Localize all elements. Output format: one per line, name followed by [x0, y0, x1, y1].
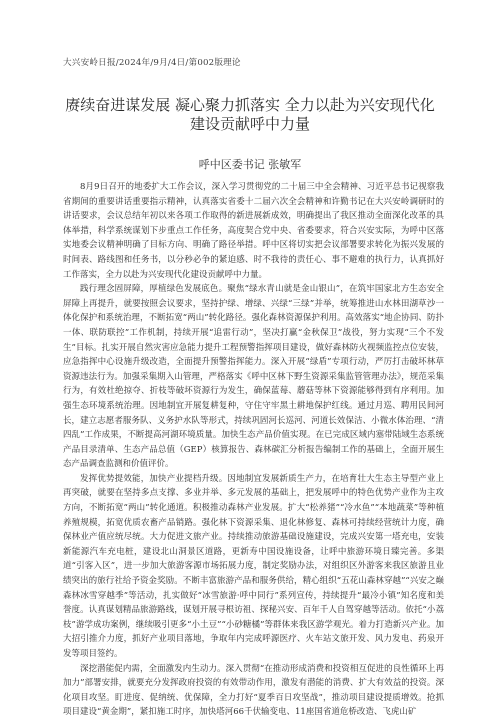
article-title-line-1: 赓续奋进谋发展 凝心聚力抓落实 全力以赴为兴安现代化 [65, 96, 435, 114]
paragraph: 深挖潜能促内需，全面激发内生动力。深入贯彻“在推动形成消费和投资相互促进的良性循环上再加力”部署安排，就要充分发挥政府投资的有效带动作用，激发有潜能的消费、扩大有效益的投资。深化项目攻坚。盯进度、促纳统、优保障，全力打好“夏季百日攻坚战”，推动项目建设提质增效。抢抓项目建设“黄金期”，紧扣施工时序，加快塔河66千伏输变电、11座国省道危桥改造、飞虎山矿 [63, 663, 444, 718]
author-byline: 呼中区委书记 张敏军 [198, 158, 302, 171]
article-title-line-2: 建设贡献呼中力量 [189, 115, 310, 133]
paragraph: 发挥优势提效能，加快产业提档升级。因地制宜发展新质生产力，在培育壮大生态主导型产业上再突破，就要在坚持多点支撑、多业并举、多元发展的基础上，把发展呼中的特色优势产业作为主攻方向，不断拓宽“两山”转化通道。积极推动森林产业发展。扩大“松养猪”“冷水鱼”“本地蔬菜”等种植养殖规模，拓宽优质农畜产品销路。强化林下资源采集、退化林修复、森林可持续经营统计力度，确保林业产值应统尽统。大力促进文旅产业。持续推动旅游基础设施建设，完成兴安第一塔充电，安装新能源汽车充电桩，建设北山洞景区道路，更新寿中国设施设备，让呼中旅游环境日臻完善。多渠道“引客入区”，进一步加大旅游客源市场拓展力度，制定奖励办法，对组织区外游客来我区旅游且业绩突出的旅行社给予资金奖励。不断丰富旅游产品和服务供给，精心组织“五花山森林穿越”“兴安之巅森林冰雪穿越季”等活动，扎实做好“冰雪旅游·呼中同行”系列宣传，持续提升“最冷小镇”知名度和美誉度。认真谋划精品旅游路线，谋划开展寻根访祖、探秘兴安、百年千人自驾穿越等活动。依托“小荔枝”游学成功案例，继续吸引更多“小土豆”“小砂糖橘”等群体来我区游学观光。着力打造新兴产业。加大招引推介力度，抓好产业项目落地，争取年内完成呼源医疗、火车站文旅开发、风力发电、药泉开发等项目签约。 [63, 473, 444, 659]
paragraph: 践行理念固屏障，厚植绿色发展底色。聚焦“绿水青山就是金山银山”，在筑牢国家北方生态安全屏障上再提升，就要按照会议要求，坚持护绿、增绿、兴绿“三绿”并举，统筹推进山水林田湖草沙一体化保护和系统治理，不断拓宽“两山”转化路径。强化森林资源保护利用。高效落实“地企协同、防扑一体、联防联控”工作机制，持续开展“追雷行动”，坚决打赢“金秋保卫”战役，努力实现“三个不发生”目标。扎实开展自然灾害应急能力提升工程预警指挥项目建设，做好森林防火视频监控点位安装，应急指挥中心设施升级改造，全面提升预警指挥能力。深入开展“绿盾”专项行动，严厉打击破坏林草资源违法行为。加强采集期入山管理，严格落实《呼中区林下野生资源采集监管管理办法》，规范采集行为，有效杜绝掠夺、折枝等破坏资源行为发生，确保蓝莓、蘑菇等林下资源能够得到有序利用。加强生态环境系统治理。因地制宜开展复耕复种，守住守牢黑土耕地保护红线。通过月巡、聘用民间河长，建立志愿者服务队、义务护水队等形式，持续巩固河长巡河、河道长效保洁、小微水体治理、“清四乱”工作成果，不断提高河湖环境质量。加快生态产品价值实现。在已完成区域内塞带陆域生态系统产品目录清单、生态产品总值（GEP）核算报告、森林碳汇分析报告编制工作的基础上，全面开展生态产品调查监测和价值评价。 [63, 284, 444, 470]
paragraph: 8月9日召开的地委扩大工作会议，深入学习贯彻党的二十届三中全会精神、习近平总书记视察我省期间的重要讲话重要指示精神，认真落实省委十二届六次全会精神和许勤书记在大兴安岭调研时的讲话要求，会议总结年初以来各项工作取得的新进展新成效，明确提出了我区推动全面深化改革的具体举措，科学系统谋划下步重点工作任务，高度契合党中央、省委要求，符合兴安实际，为呼中区落实地委会议精神明确了目标方向、明确了路径举措。呼中区将切实把会议部署要求转化为振兴发展的时间表、路线图和任务书，以分秒必争的紧迫感、时不我待的责任心、事不避难的执行力，认真抓好工作落实，全力以赴为兴安现代化建设贡献呼中力量。 [63, 182, 444, 280]
source-line: 大兴安岭日报/2024年/9月/4日/第002版理论 [63, 58, 241, 68]
article-body [63, 180, 444, 718]
